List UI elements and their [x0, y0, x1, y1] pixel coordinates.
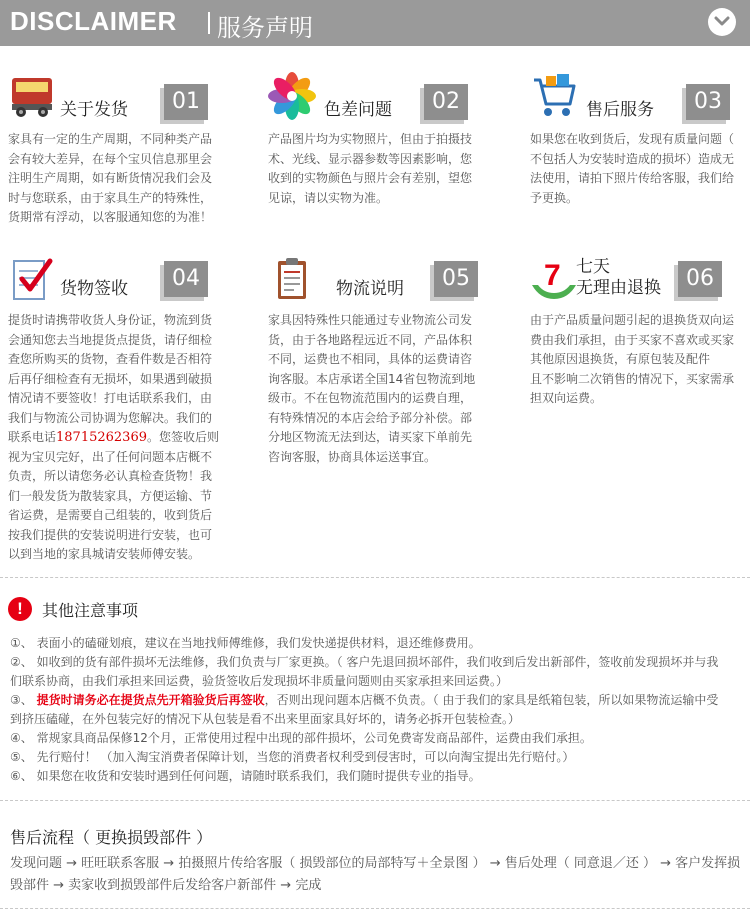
card-title: 物流说明 [336, 279, 404, 299]
card-number: 03 [686, 84, 730, 120]
notes-list [10, 634, 745, 786]
card-title: 色差问题 [324, 100, 392, 120]
note-item: ②、 如收到的货有部件损坏无法维修，我们负责与厂家更换。（ 客户先退回损坏部件，我们收到后发出新部件，签收前发现损坏并与我 们联系协商，由我们承担来回运费，验货签收后发现损坏非质量问题则由买家承担来回运费。） [10, 655, 719, 688]
card-body-text: 提货时请携带收货人身份证，物流到货 会通知您去当地提货点提货，请仔细检 查您所购买的货物，查看件数是否相符 后再仔细检查有无损坏，如果遇到破损 情况请不要签收！打电话联系我们，由 我们与物流公司协调为您解决。我们的 联系电话 [8, 313, 213, 444]
header-title-en: DISCLAIMER [10, 6, 177, 36]
shopping-cart-icon [530, 72, 578, 120]
card-body-text: 。您签收后则 视为宝贝完好，出了任何问题本店概不 负责，所以请您务必认真检查货物！我 们一般发货为散装家具，方便运输、节 省运费，是需要自己组装的，收到货后 按我们提供的安装说明进行安装，也可 以到当地的家具城请安装师傅安装。 [8, 430, 220, 561]
card-title: 货物签收 [60, 279, 128, 299]
note-index: ③、 [10, 693, 37, 707]
card-body: 如果您在收到货后，发现有质量问题（ 不包括人为安装时造成的损坏）造成无 法使用，请拍下照片传给客服，我们给 予更换。 [530, 132, 735, 205]
svg-text:7: 7 [544, 259, 561, 292]
card-title: 关于发货 [60, 100, 128, 120]
card-receipt [8, 255, 240, 565]
chevron-down-icon[interactable] [708, 8, 736, 36]
color-wheel-icon [268, 72, 316, 120]
note-item: ①、 表面小的磕碰划痕，建议在当地找师傅维修，我们发快递提供材料，退还维修费用。 [10, 636, 481, 650]
clipboard-icon [268, 255, 316, 303]
card-title [576, 257, 661, 300]
card-shipping [8, 72, 240, 232]
card-number: 04 [164, 261, 208, 297]
section-divider [0, 800, 750, 801]
card-body: 由于产品质量问题引起的退换货双向运 费由我们承担，由于买家不喜欢或买家 其他原因退换货，有原包装及配件 且不影响二次销售的情况下，买家需承 担双向运费。 [530, 313, 735, 405]
notes-title: 其他注意事项 [42, 601, 139, 620]
card-title: 售后服务 [586, 100, 654, 120]
card-color-difference [268, 72, 500, 232]
card-number: 05 [434, 261, 478, 297]
note-highlight: 提货时请务必在提货点先开箱验货后再签收 [36, 693, 265, 707]
section-divider [0, 908, 750, 909]
card-number: 02 [424, 84, 468, 120]
header-title-cn: 服务声明 [217, 14, 313, 42]
note-item: ⑤、 先行赔付！ （加入淘宝消费者保障计划，当您的消费者权利受到侵害时，可以向淘宝提出先行赔付。） [10, 750, 575, 764]
card-number: 01 [164, 84, 208, 120]
note-item: ⑥、 如果您在收货和安装时遇到任何问题，请随时联系我们，我们随时提供专业的指导。 [10, 769, 481, 783]
seven-day-return-icon [530, 255, 578, 303]
card-number: 06 [678, 261, 722, 297]
card-title-line: 七天 [576, 257, 610, 277]
note-text: ，否则出现问题本店概不负责。（ 由于我们的家具是纸箱包装，所以如果物流运输中受 到挤压磕碰，在外包装完好的情况下从包装是看不出来里面家具好坏的，请务必拆开包装检查。） [10, 693, 719, 726]
note-item: ④、 常规家具商品保修12个月，正常使用过程中出现的部件损坏，公司免费寄发商品部件，运费由我们承担。 [10, 731, 592, 745]
warning-icon: ! [8, 597, 32, 621]
section-divider [0, 577, 750, 578]
card-after-sales [530, 72, 745, 232]
contact-phone[interactable]: 18715262369 [56, 430, 147, 445]
header-separator [208, 12, 210, 34]
flow-title: 售后流程（ 更换损毁部件 ） [10, 828, 213, 847]
card-seven-day-return [530, 255, 745, 415]
card-body: 家具有一定的生产周期，不同种类产品 会有较大差异，在每个宝贝信息那里会 注明生产周期，如有断货情况我们会及 时与您联系，由于家具生产的特殊性， 货期常有浮动，以客服通知您的为准！ [8, 132, 213, 224]
card-logistics [268, 255, 500, 475]
card-body [8, 311, 240, 565]
card-body: 产品图片均为实物照片，但由于拍摄技 术、光线、显示器参数等因素影响，您 收到的实物颜色与照片会有差别，望您 见谅，请以实物为准。 [268, 132, 473, 205]
card-body: 家具因特殊性只能通过专业物流公司发 货，由于各地路程远近不同，产品体积 不同，运费也不相同，具体的运费请咨 询客服。本店承诺全国14省包物流到地 级市。不在包物流范围内的运费自理， 有特殊情况的本店会给予部分补偿。部 分地区物流无法到达，请买家下单前先 咨询客服，协商具体运送事宜。 [268, 313, 476, 464]
note-item [10, 691, 745, 729]
checklist-icon [8, 255, 56, 303]
disclaimer-header [0, 0, 750, 46]
card-title-line: 无理由退换 [576, 278, 661, 299]
flow-steps: 发现问题 → 旺旺联系客服 → 拍摄照片传给客服（ 损毁部位的局部特写＋全景图 ） → 售后处理（ 同意退／还 ） → 客户发挥损毁部件 → 卖家收到损毁部件后发给客户新部件 → 完成 [10, 856, 741, 893]
delivery-truck-icon [8, 72, 56, 120]
